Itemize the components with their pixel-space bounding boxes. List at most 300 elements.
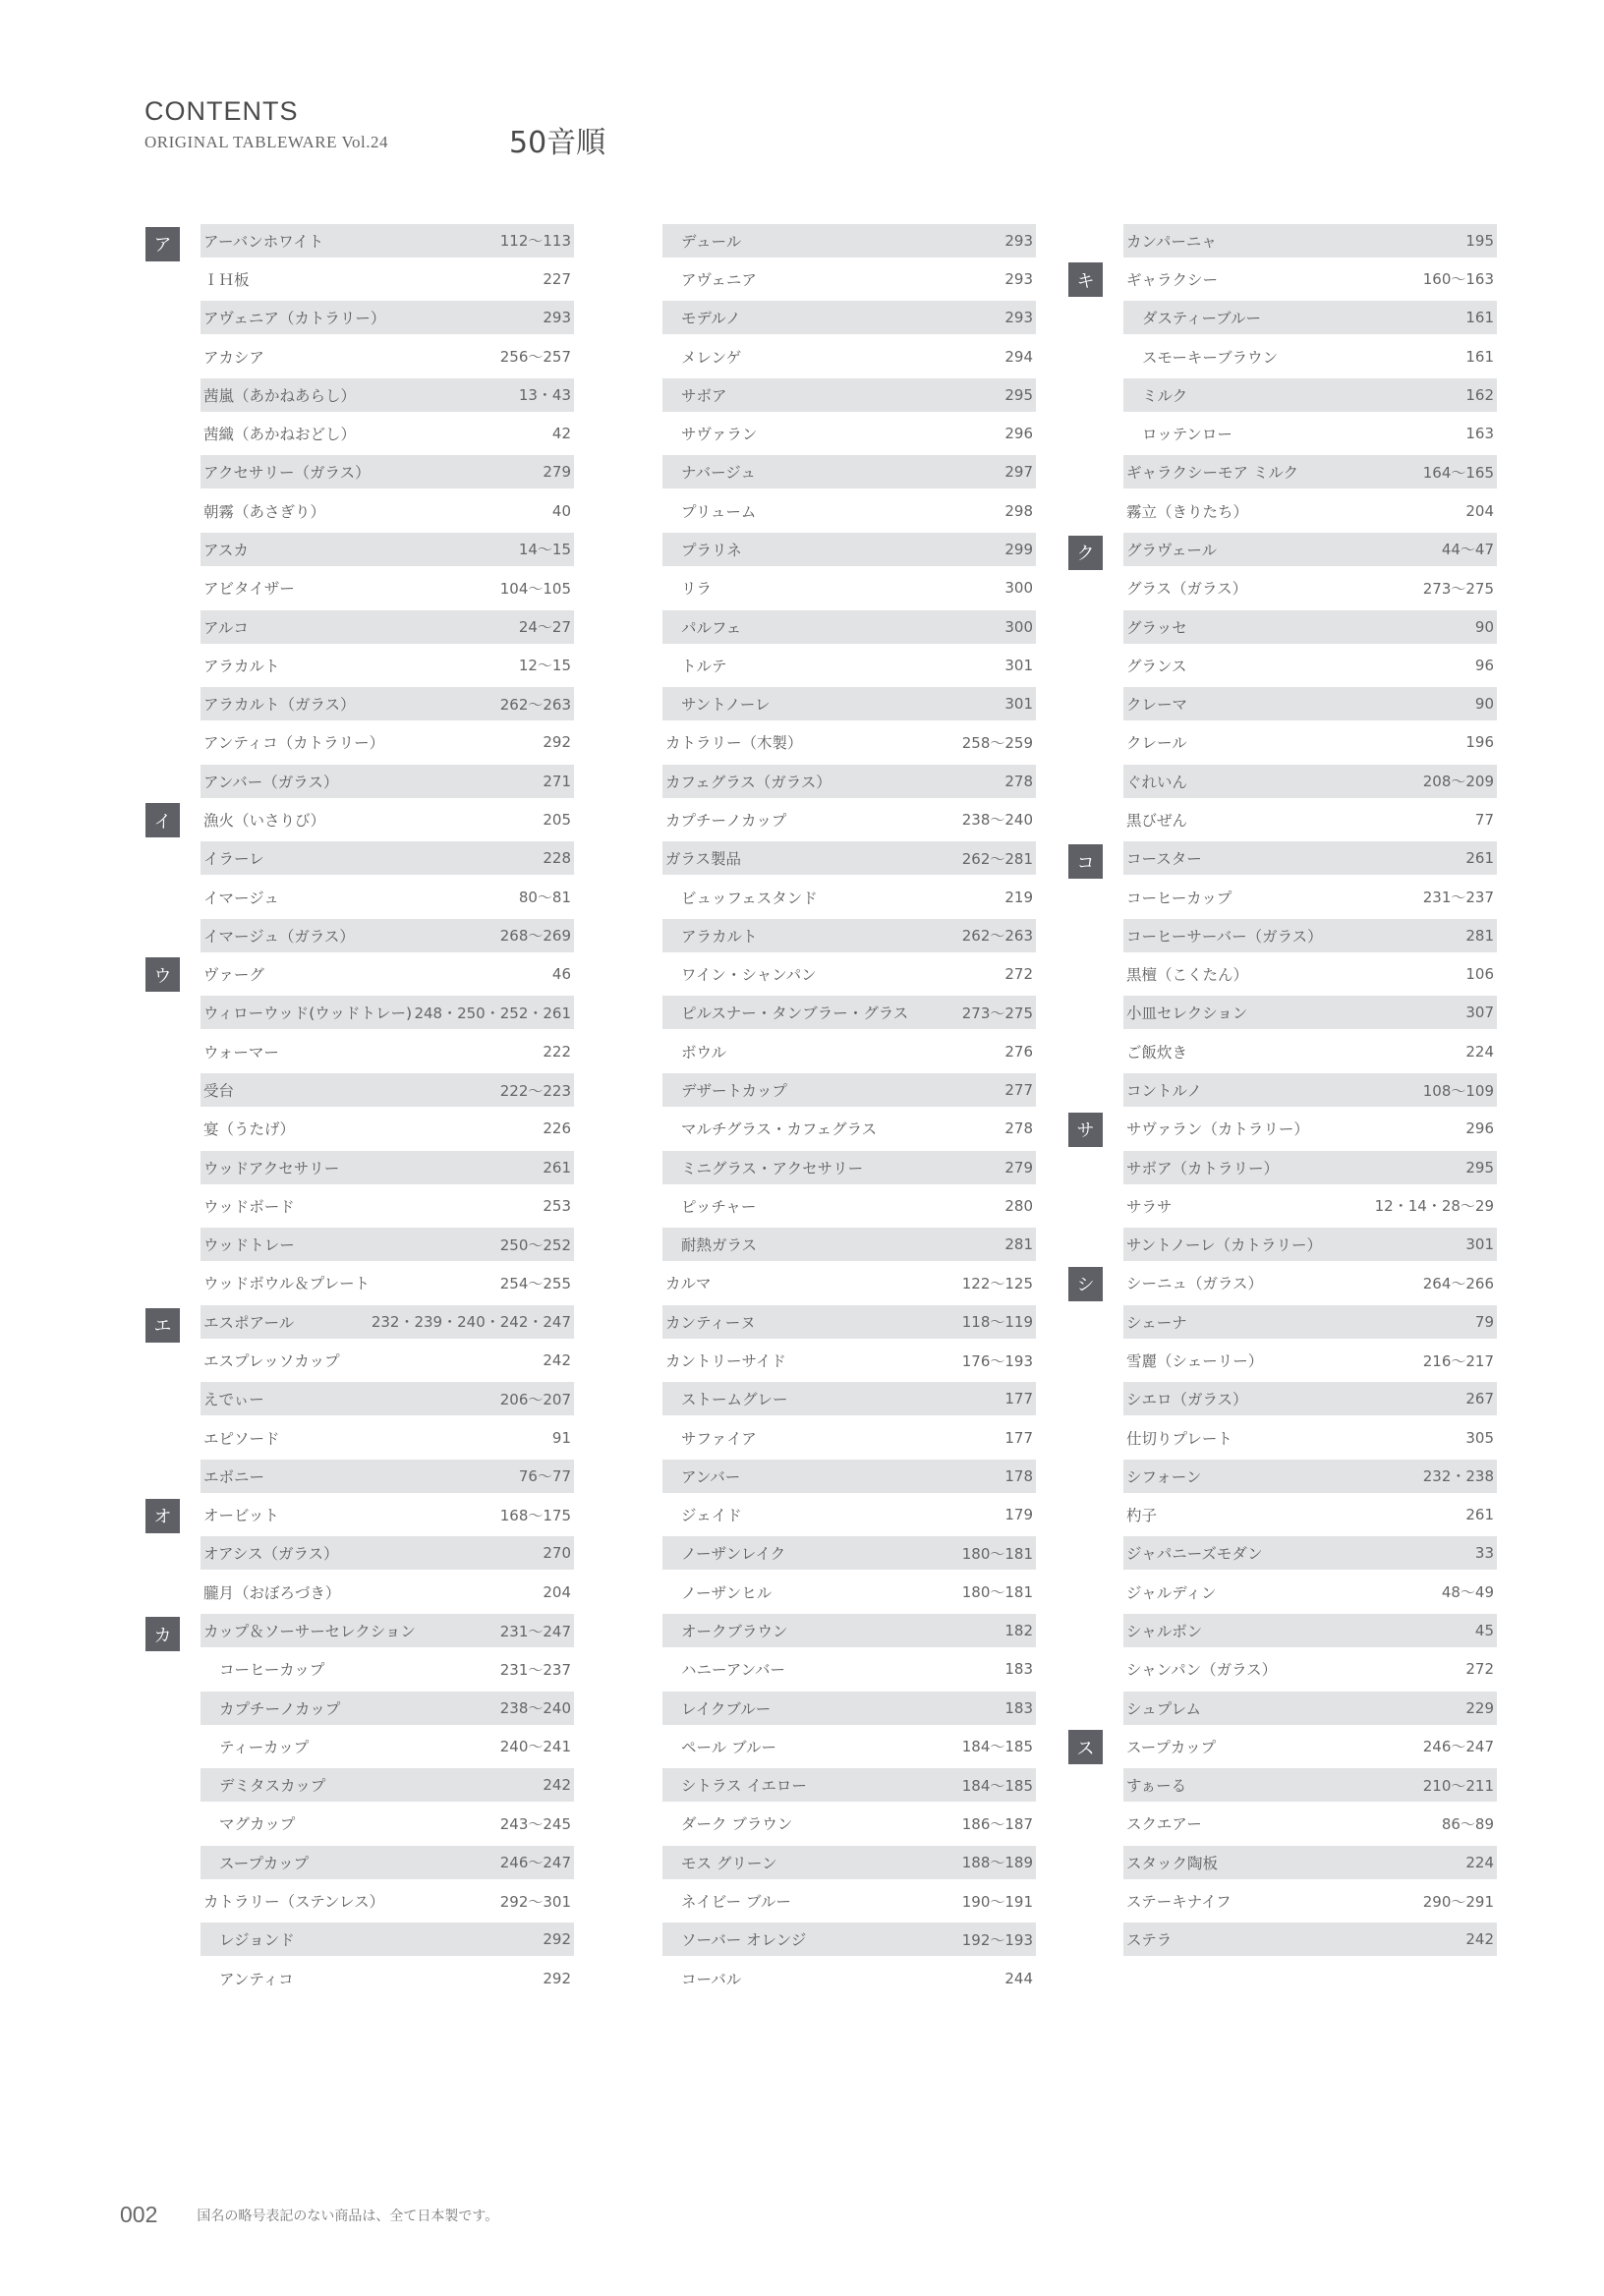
entry-pages: 12・14・28～29: [1374, 1197, 1494, 1216]
entry-pages: 244: [1004, 1969, 1033, 1987]
entry-name: プリューム: [681, 502, 757, 521]
entry-pages: 290～291: [1422, 1892, 1494, 1911]
index-entry: [1123, 878, 1497, 916]
entry-pages: 177: [1004, 1390, 1033, 1408]
entry-name: シトラス イエロー: [681, 1777, 807, 1796]
entry-name: 霧立（きりたち）: [1126, 502, 1249, 521]
entry-name: イマージュ（ガラス）: [203, 927, 355, 946]
entry-name: サヴァラン（カトラリー）: [1126, 1120, 1309, 1139]
entry-name: グラッセ: [1126, 618, 1187, 637]
entry-pages: 183: [1004, 1660, 1033, 1679]
entry-name: デザートカップ: [681, 1082, 787, 1100]
entry-name: デュール: [681, 232, 742, 251]
entry-name: コーヒーカップ: [219, 1661, 325, 1680]
entry-name: 仕切りプレート: [1126, 1429, 1232, 1448]
entry-pages: 40: [551, 501, 571, 520]
entry-name: ピルスナー・タンブラー・グラス: [681, 1004, 909, 1023]
entry-name: ウッドボード: [203, 1197, 295, 1216]
index-entry: [662, 1228, 1036, 1261]
index-entry: [1123, 1228, 1497, 1261]
entry-name: スクエアー: [1126, 1815, 1202, 1834]
entry-name: ストームグレー: [681, 1391, 788, 1409]
entry-name: ノーザンレイク: [681, 1545, 786, 1564]
entry-name: 黒びぜん: [1126, 811, 1188, 830]
entry-name: 小皿セレクション: [1126, 1004, 1248, 1023]
entry-pages: 46: [551, 965, 571, 984]
entry-pages: 295: [1004, 385, 1033, 404]
entry-name: オアシス（ガラス）: [203, 1545, 339, 1564]
entry-name: カトラリー（ステンレス）: [203, 1893, 385, 1912]
section-title: 50音順: [509, 126, 606, 160]
contents-title: CONTENTS: [144, 96, 299, 126]
entry-pages: 299: [1004, 540, 1033, 558]
kana-section-tab: シ: [1068, 1267, 1103, 1301]
entry-pages: 262～263: [961, 927, 1033, 946]
entry-name: スモーキーブラウン: [1142, 348, 1279, 367]
index-entry: [200, 259, 574, 298]
index-entry: [200, 1536, 574, 1570]
entry-pages: 42: [551, 425, 571, 443]
index-entry: [200, 1727, 574, 1765]
entry-name: コーヒーサーバー（ガラス）: [1126, 927, 1323, 946]
index-entry: [200, 533, 574, 566]
entry-name: シャンパン（ガラス）: [1126, 1661, 1278, 1680]
index-entry: [200, 1923, 574, 1956]
entry-name: カンパーニャ: [1126, 232, 1217, 251]
entry-name: レジョンド: [219, 1931, 295, 1950]
entry-name: ガラス製品: [665, 850, 742, 869]
index-entry: [153, 800, 574, 838]
index-entry: [1123, 491, 1497, 530]
entry-name: ぐれいん: [1126, 773, 1188, 791]
index-entry: [1123, 800, 1497, 838]
index-entry: [1123, 1573, 1497, 1611]
index-entry: [200, 1846, 574, 1879]
page-number: 002: [120, 2202, 158, 2227]
index-entry: [662, 1573, 1036, 1611]
entry-pages: 256～257: [499, 348, 571, 366]
entry-pages: 206～207: [499, 1390, 571, 1408]
entry-name: リラ: [681, 580, 713, 599]
index-entry: [1123, 1382, 1497, 1415]
entry-name: カルマ: [665, 1275, 712, 1293]
index-entry: [200, 1073, 574, 1107]
entry-name: シュプレム: [1126, 1699, 1201, 1718]
index-entry: [1123, 337, 1497, 375]
entry-pages: 160～163: [1422, 270, 1494, 289]
index-entry: [662, 1846, 1036, 1879]
entry-pages: 90: [1474, 695, 1494, 714]
index-entry: [662, 455, 1036, 488]
entry-name: 茜織（あかねおどし）: [203, 426, 357, 444]
entry-name: シエロ（ガラス）: [1126, 1391, 1248, 1409]
index-entry: [662, 646, 1036, 684]
entry-pages: 262～263: [499, 695, 571, 714]
index-entry: [662, 1418, 1036, 1457]
entry-pages: 292～301: [499, 1892, 571, 1911]
index-entry: [200, 1692, 574, 1725]
index-entry: [200, 1032, 574, 1070]
entry-pages: 231～237: [1422, 889, 1494, 907]
index-entry: [662, 841, 1036, 875]
entry-name: 受台: [203, 1082, 235, 1100]
index-entry: [1123, 1768, 1497, 1802]
index-entry: [1123, 224, 1497, 258]
entry-pages: 276: [1004, 1042, 1033, 1061]
entry-name: ダーク ブラウン: [681, 1815, 793, 1834]
index-entry: [200, 996, 574, 1029]
entry-pages: 296: [1004, 425, 1033, 443]
entry-pages: 33: [1474, 1544, 1494, 1563]
entry-pages: 278: [1004, 1119, 1033, 1138]
entry-name: マルチグラス・カフェグラス: [681, 1120, 878, 1139]
entry-pages: 228: [543, 849, 571, 868]
entry-name: ネイビー ブルー: [681, 1893, 791, 1912]
entry-pages: 216～217: [1422, 1351, 1494, 1370]
index-entry: [1123, 1614, 1497, 1647]
entry-pages: 13・43: [518, 386, 571, 405]
entry-name: アヴェニア: [681, 270, 757, 289]
index-column-3: [1076, 221, 1497, 1959]
index-entry: [200, 1768, 574, 1802]
entry-pages: 224: [1465, 1853, 1494, 1871]
entry-pages: 272: [1004, 965, 1033, 984]
index-entry: [200, 569, 574, 607]
entry-name: コントルノ: [1126, 1082, 1202, 1100]
entry-pages: 292: [543, 733, 571, 752]
entry-pages: 208～209: [1422, 773, 1494, 791]
entry-name: ＩＨ板: [203, 270, 250, 289]
entry-pages: 176～193: [961, 1351, 1033, 1370]
index-entry: [200, 1382, 574, 1415]
index-entry: [662, 878, 1036, 916]
entry-name: グラヴェール: [1126, 541, 1218, 559]
entry-name: ジャパニーズモダン: [1126, 1545, 1263, 1564]
index-entry: [662, 1614, 1036, 1647]
entry-name: カプチーノカップ: [665, 811, 787, 830]
entry-name: ステラ: [1126, 1931, 1173, 1950]
index-entry: [662, 1341, 1036, 1379]
index-entry: [662, 224, 1036, 258]
entry-name: ボウル: [681, 1043, 727, 1062]
entry-pages: 179: [1004, 1506, 1033, 1524]
entry-pages: 293: [1004, 269, 1033, 288]
entry-pages: 188～189: [961, 1854, 1033, 1872]
entry-name: ソーバー オレンジ: [681, 1931, 807, 1950]
index-entry: [200, 646, 574, 684]
kana-section-tab: イ: [145, 803, 180, 837]
index-entry: [1123, 1305, 1497, 1339]
entry-pages: 293: [1004, 231, 1033, 250]
index-entry: [662, 723, 1036, 762]
entry-pages: 24～27: [518, 618, 571, 637]
entry-name: パルフェ: [681, 618, 742, 637]
entry-name: グランス: [1126, 657, 1187, 675]
kana-section-tab: オ: [145, 1499, 180, 1533]
entry-pages: 238～240: [961, 811, 1033, 830]
entry-pages: 279: [543, 463, 571, 482]
entry-name: ご飯炊き: [1126, 1043, 1188, 1062]
index-entry: [1076, 533, 1497, 566]
entry-name: オークブラウン: [681, 1623, 788, 1641]
entry-pages: 292: [543, 1930, 571, 1949]
catalog-subtitle: ORIGINAL TABLEWARE Vol.24: [144, 133, 389, 151]
entry-pages: 281: [1465, 926, 1494, 945]
index-entry: [662, 259, 1036, 298]
footer: [120, 2202, 498, 2228]
header: [144, 96, 388, 152]
index-entry: [662, 1382, 1036, 1415]
entry-name: ヴァーグ: [203, 966, 264, 985]
index-entry: [153, 1305, 574, 1339]
entry-pages: 261: [1465, 849, 1494, 868]
entry-name: スタック陶板: [1126, 1854, 1219, 1872]
entry-name: アンティコ（カトラリー）: [203, 734, 385, 753]
entry-name: ペール ブルー: [681, 1738, 776, 1756]
entry-pages: 112～113: [499, 232, 571, 251]
kana-section-tab: ス: [1068, 1730, 1103, 1764]
entry-name: トルテ: [681, 657, 727, 675]
entry-pages: 186～187: [961, 1814, 1033, 1833]
kana-section-tab: サ: [1068, 1113, 1103, 1147]
index-entry: [1123, 1536, 1497, 1570]
index-entry: [1123, 1496, 1497, 1534]
entry-pages: 294: [1004, 347, 1033, 366]
entry-name: カンティーヌ: [665, 1313, 756, 1332]
entry-pages: 262～281: [961, 849, 1033, 868]
entry-pages: 77: [1474, 810, 1494, 829]
index-entry: [200, 1881, 574, 1920]
entry-pages: 270: [543, 1544, 571, 1563]
entry-name: カトラリー（木製）: [665, 734, 803, 753]
entry-name: カフェグラス（ガラス）: [665, 773, 831, 791]
kana-section-tab: エ: [145, 1308, 180, 1343]
entry-pages: 118～119: [961, 1313, 1033, 1332]
entry-name: ジェイド: [681, 1507, 742, 1525]
entry-pages: 182: [1004, 1622, 1033, 1640]
index-entry: [1123, 646, 1497, 684]
index-entry: [1076, 841, 1497, 875]
entry-name: ミニグラス・アクセサリー: [681, 1159, 864, 1177]
entry-name: エピソード: [203, 1429, 280, 1448]
entry-name: アスカ: [203, 541, 249, 559]
entry-name: シャルボン: [1126, 1623, 1203, 1641]
entry-name: ビュッフェスタンド: [681, 889, 818, 907]
index-entry: [662, 1923, 1036, 1956]
entry-pages: 204: [543, 1582, 571, 1601]
entry-name: クレーマ: [1126, 696, 1188, 715]
index-entry: [1123, 1805, 1497, 1843]
entry-pages: 250～252: [499, 1235, 571, 1254]
entry-pages: 163: [1465, 425, 1494, 443]
index-entry: [200, 1805, 574, 1843]
index-entry: [662, 1959, 1036, 1997]
entry-pages: 305: [1465, 1428, 1494, 1447]
entry-pages: 301: [1004, 695, 1033, 714]
index-entry: [1076, 1727, 1497, 1765]
index-entry: [1123, 996, 1497, 1029]
entry-pages: 44～47: [1441, 541, 1494, 559]
entry-pages: 222: [543, 1042, 571, 1061]
entry-name: 耐熱ガラス: [681, 1236, 758, 1255]
entry-name: ナバージュ: [681, 464, 756, 483]
index-entry: [1123, 1650, 1497, 1689]
entry-pages: 219: [1004, 888, 1033, 906]
index-entry: [662, 1881, 1036, 1920]
entry-name: イラーレ: [203, 850, 264, 869]
entry-name: 茜嵐（あかねあらし）: [203, 386, 357, 405]
entry-pages: 232・238: [1422, 1467, 1494, 1486]
index-entry: [1123, 1341, 1497, 1379]
entry-pages: 108～109: [1422, 1081, 1494, 1100]
entry-pages: 104～105: [499, 579, 571, 598]
entry-pages: 268～269: [499, 927, 571, 946]
entry-pages: 122～125: [961, 1274, 1033, 1292]
entry-name: ティーカップ: [219, 1738, 310, 1756]
entry-name: エスポアール: [203, 1313, 295, 1332]
entry-pages: 106: [1465, 965, 1494, 984]
entry-pages: 272: [1465, 1660, 1494, 1679]
index-entry: [1123, 765, 1497, 798]
entry-name: 漁火（いさりび）: [203, 811, 326, 830]
index-entry: [200, 687, 574, 720]
entry-name: ステーキナイフ: [1126, 1893, 1232, 1912]
entry-pages: 281: [1004, 1235, 1033, 1254]
index-entry: [662, 1536, 1036, 1570]
index-entry: [662, 1073, 1036, 1107]
index-entry: [1123, 1186, 1497, 1225]
entry-pages: 80～81: [518, 889, 571, 907]
entry-pages: 180～181: [961, 1544, 1033, 1563]
index-entry: [662, 765, 1036, 798]
index-entry: [200, 1650, 574, 1689]
entry-pages: 301: [1465, 1235, 1494, 1254]
index-entry: [1123, 723, 1497, 762]
entry-name: コーヒーカップ: [1126, 889, 1232, 907]
entry-pages: 96: [1474, 656, 1494, 674]
entry-name: アルコ: [203, 618, 249, 637]
entry-name: アヴェニア（カトラリー）: [203, 310, 386, 328]
entry-pages: 238～240: [499, 1699, 571, 1718]
entry-name: マグカップ: [219, 1815, 296, 1834]
index-entry: [200, 723, 574, 762]
index-entry: [200, 841, 574, 875]
entry-pages: 246～247: [1422, 1738, 1494, 1756]
entry-name: 黒檀（こくたん）: [1126, 966, 1249, 985]
index-entry: [1076, 1264, 1497, 1302]
index-entry: [1123, 687, 1497, 720]
index-entry: [1076, 1110, 1497, 1148]
entry-pages: 195: [1465, 231, 1494, 250]
index-entry: [662, 1264, 1036, 1302]
index-entry: [200, 1460, 574, 1493]
entry-pages: 168～175: [499, 1506, 571, 1524]
entry-pages: 293: [1004, 309, 1033, 327]
entry-name: 杓子: [1126, 1507, 1158, 1525]
index-entry: [153, 1614, 574, 1647]
index-entry: [200, 1151, 574, 1184]
entry-pages: 292: [543, 1969, 571, 1987]
entry-name: ギャラクシー: [1126, 270, 1219, 289]
entry-pages: 226: [543, 1119, 571, 1138]
index-entry: [200, 1228, 574, 1261]
kana-section-tab: カ: [145, 1617, 180, 1651]
index-entry: [200, 1959, 574, 1997]
entry-name: シーニュ（ガラス）: [1126, 1275, 1264, 1293]
entry-pages: 222～223: [499, 1081, 571, 1100]
index-column-1: [153, 221, 574, 1997]
entry-name: アンバー（ガラス）: [203, 773, 339, 791]
index-entry: [1123, 1460, 1497, 1493]
entry-name: 朝霧（あさぎり）: [203, 502, 326, 521]
entry-pages: 227: [543, 269, 571, 288]
index-entry: [662, 1692, 1036, 1725]
entry-pages: 243～245: [499, 1814, 571, 1833]
entry-pages: 267: [1465, 1390, 1494, 1408]
entry-pages: 248・250・252・261: [414, 1004, 571, 1022]
entry-pages: 261: [1465, 1506, 1494, 1524]
entry-pages: 196: [1465, 733, 1494, 752]
entry-pages: 90: [1474, 617, 1494, 636]
entry-pages: 12～15: [518, 657, 571, 675]
index-entry: [662, 414, 1036, 452]
entry-name: ギャラクシーモア ミルク: [1126, 464, 1299, 483]
entry-name: スープカップ: [219, 1854, 310, 1872]
entry-name: クレール: [1126, 734, 1187, 753]
index-entry: [662, 800, 1036, 838]
entry-name: アラカルト: [681, 927, 758, 946]
entry-name: アンティコ: [219, 1970, 294, 1988]
index-entry: [200, 337, 574, 375]
entry-pages: 271: [543, 772, 571, 790]
entry-pages: 86～89: [1441, 1814, 1494, 1833]
index-entry: [200, 1418, 574, 1457]
entry-name: シェーナ: [1126, 1313, 1187, 1332]
entry-name: ウィローウッド(ウッドトレー): [203, 1004, 413, 1023]
index-entry: [1123, 1692, 1497, 1725]
index-entry: [200, 878, 574, 916]
index-entry: [662, 301, 1036, 334]
entry-name: アビタイザー: [203, 580, 295, 599]
index-entry: [200, 378, 574, 412]
entry-name: レイクブルー: [681, 1699, 772, 1718]
entry-name: アンバー: [681, 1467, 741, 1486]
entry-pages: 14～15: [518, 541, 571, 559]
entry-pages: 178: [1004, 1466, 1033, 1485]
entry-name: スープカップ: [1126, 1738, 1217, 1756]
entry-pages: 258～259: [961, 733, 1033, 752]
index-entry: [200, 455, 574, 488]
index-entry: [662, 1305, 1036, 1339]
entry-name: ノーザンヒル: [681, 1583, 773, 1602]
entry-name: イマージュ: [203, 889, 279, 907]
kana-section-tab: ク: [1068, 536, 1103, 570]
index-entry: [1123, 414, 1497, 452]
index-entry: [200, 1341, 574, 1379]
index-entry: [662, 1151, 1036, 1184]
index-entry: [1123, 919, 1497, 952]
index-entry: [662, 1805, 1036, 1843]
entry-name: えでぃー: [203, 1391, 264, 1409]
index-entry: [662, 919, 1036, 952]
index-entry: [1123, 1923, 1497, 1956]
index-entry: [153, 1496, 574, 1534]
entry-pages: 205: [543, 810, 571, 829]
entry-pages: 79: [1474, 1312, 1494, 1331]
entry-name: 朧月（おぼろづき）: [203, 1583, 341, 1602]
entry-name: ウッドアクセサリー: [203, 1159, 340, 1177]
entry-pages: 298: [1004, 501, 1033, 520]
